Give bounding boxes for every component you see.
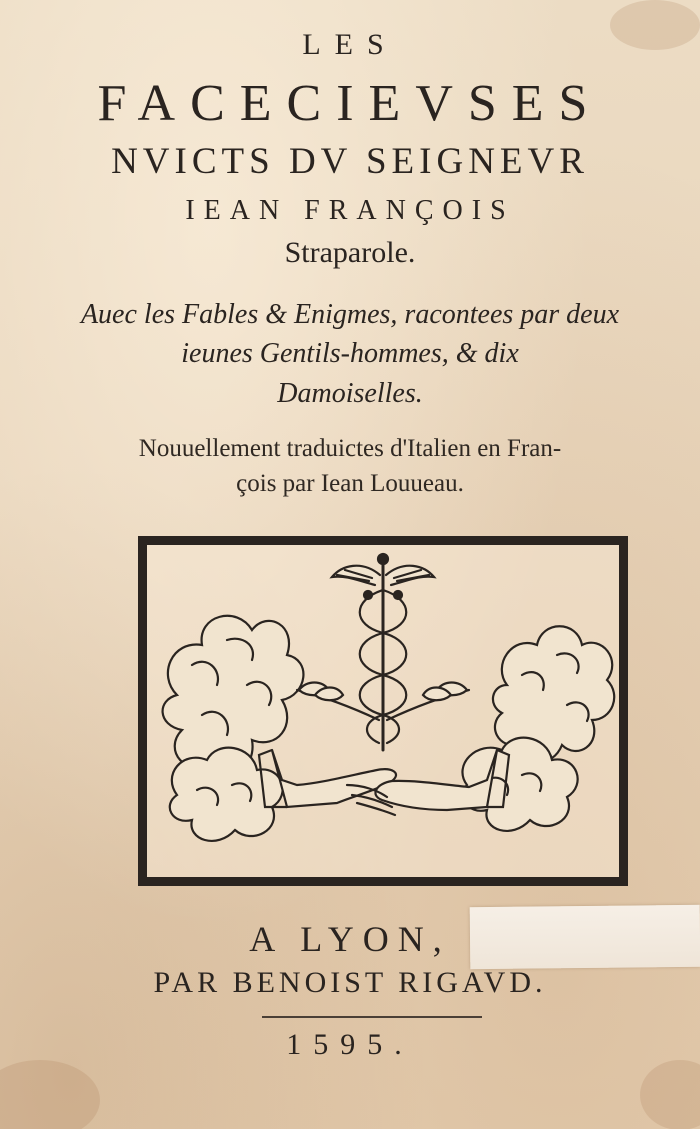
- translation-line-2: çois par Iean Louueau.: [236, 470, 464, 497]
- title-nuicts: NVICTS DV SEIGNEVR: [111, 141, 589, 182]
- paper-repair-patch: [470, 905, 700, 969]
- subtitle-line-3: Damoiselles.: [277, 378, 423, 409]
- author-name: IEAN FRANÇOIS: [185, 195, 515, 226]
- imprint-printer: PAR BENOIST RIGAVD.: [153, 966, 547, 999]
- handshake-caduceus-icon: [147, 545, 619, 877]
- subtitle-line-2: ieunes Gentils-hommes, & dix: [181, 338, 519, 369]
- title-main: FACECIEVSES: [97, 75, 603, 132]
- translation-line-1: Nouuellement traduictes d'Italien en Fran-: [138, 435, 562, 462]
- title-les: LES: [302, 28, 398, 61]
- divider-rule: [262, 1016, 482, 1018]
- imprint-year: 1595.: [286, 1028, 414, 1061]
- subtitle-line-1: Auec les Fables & Enigmes, racontees par deux: [80, 299, 620, 330]
- author-surname: Straparole.: [284, 236, 416, 269]
- paper-stain: [640, 1060, 700, 1129]
- printer-device-woodcut: [138, 536, 628, 886]
- imprint-city: A LYON,: [249, 919, 451, 959]
- paper-stain: [0, 1060, 100, 1129]
